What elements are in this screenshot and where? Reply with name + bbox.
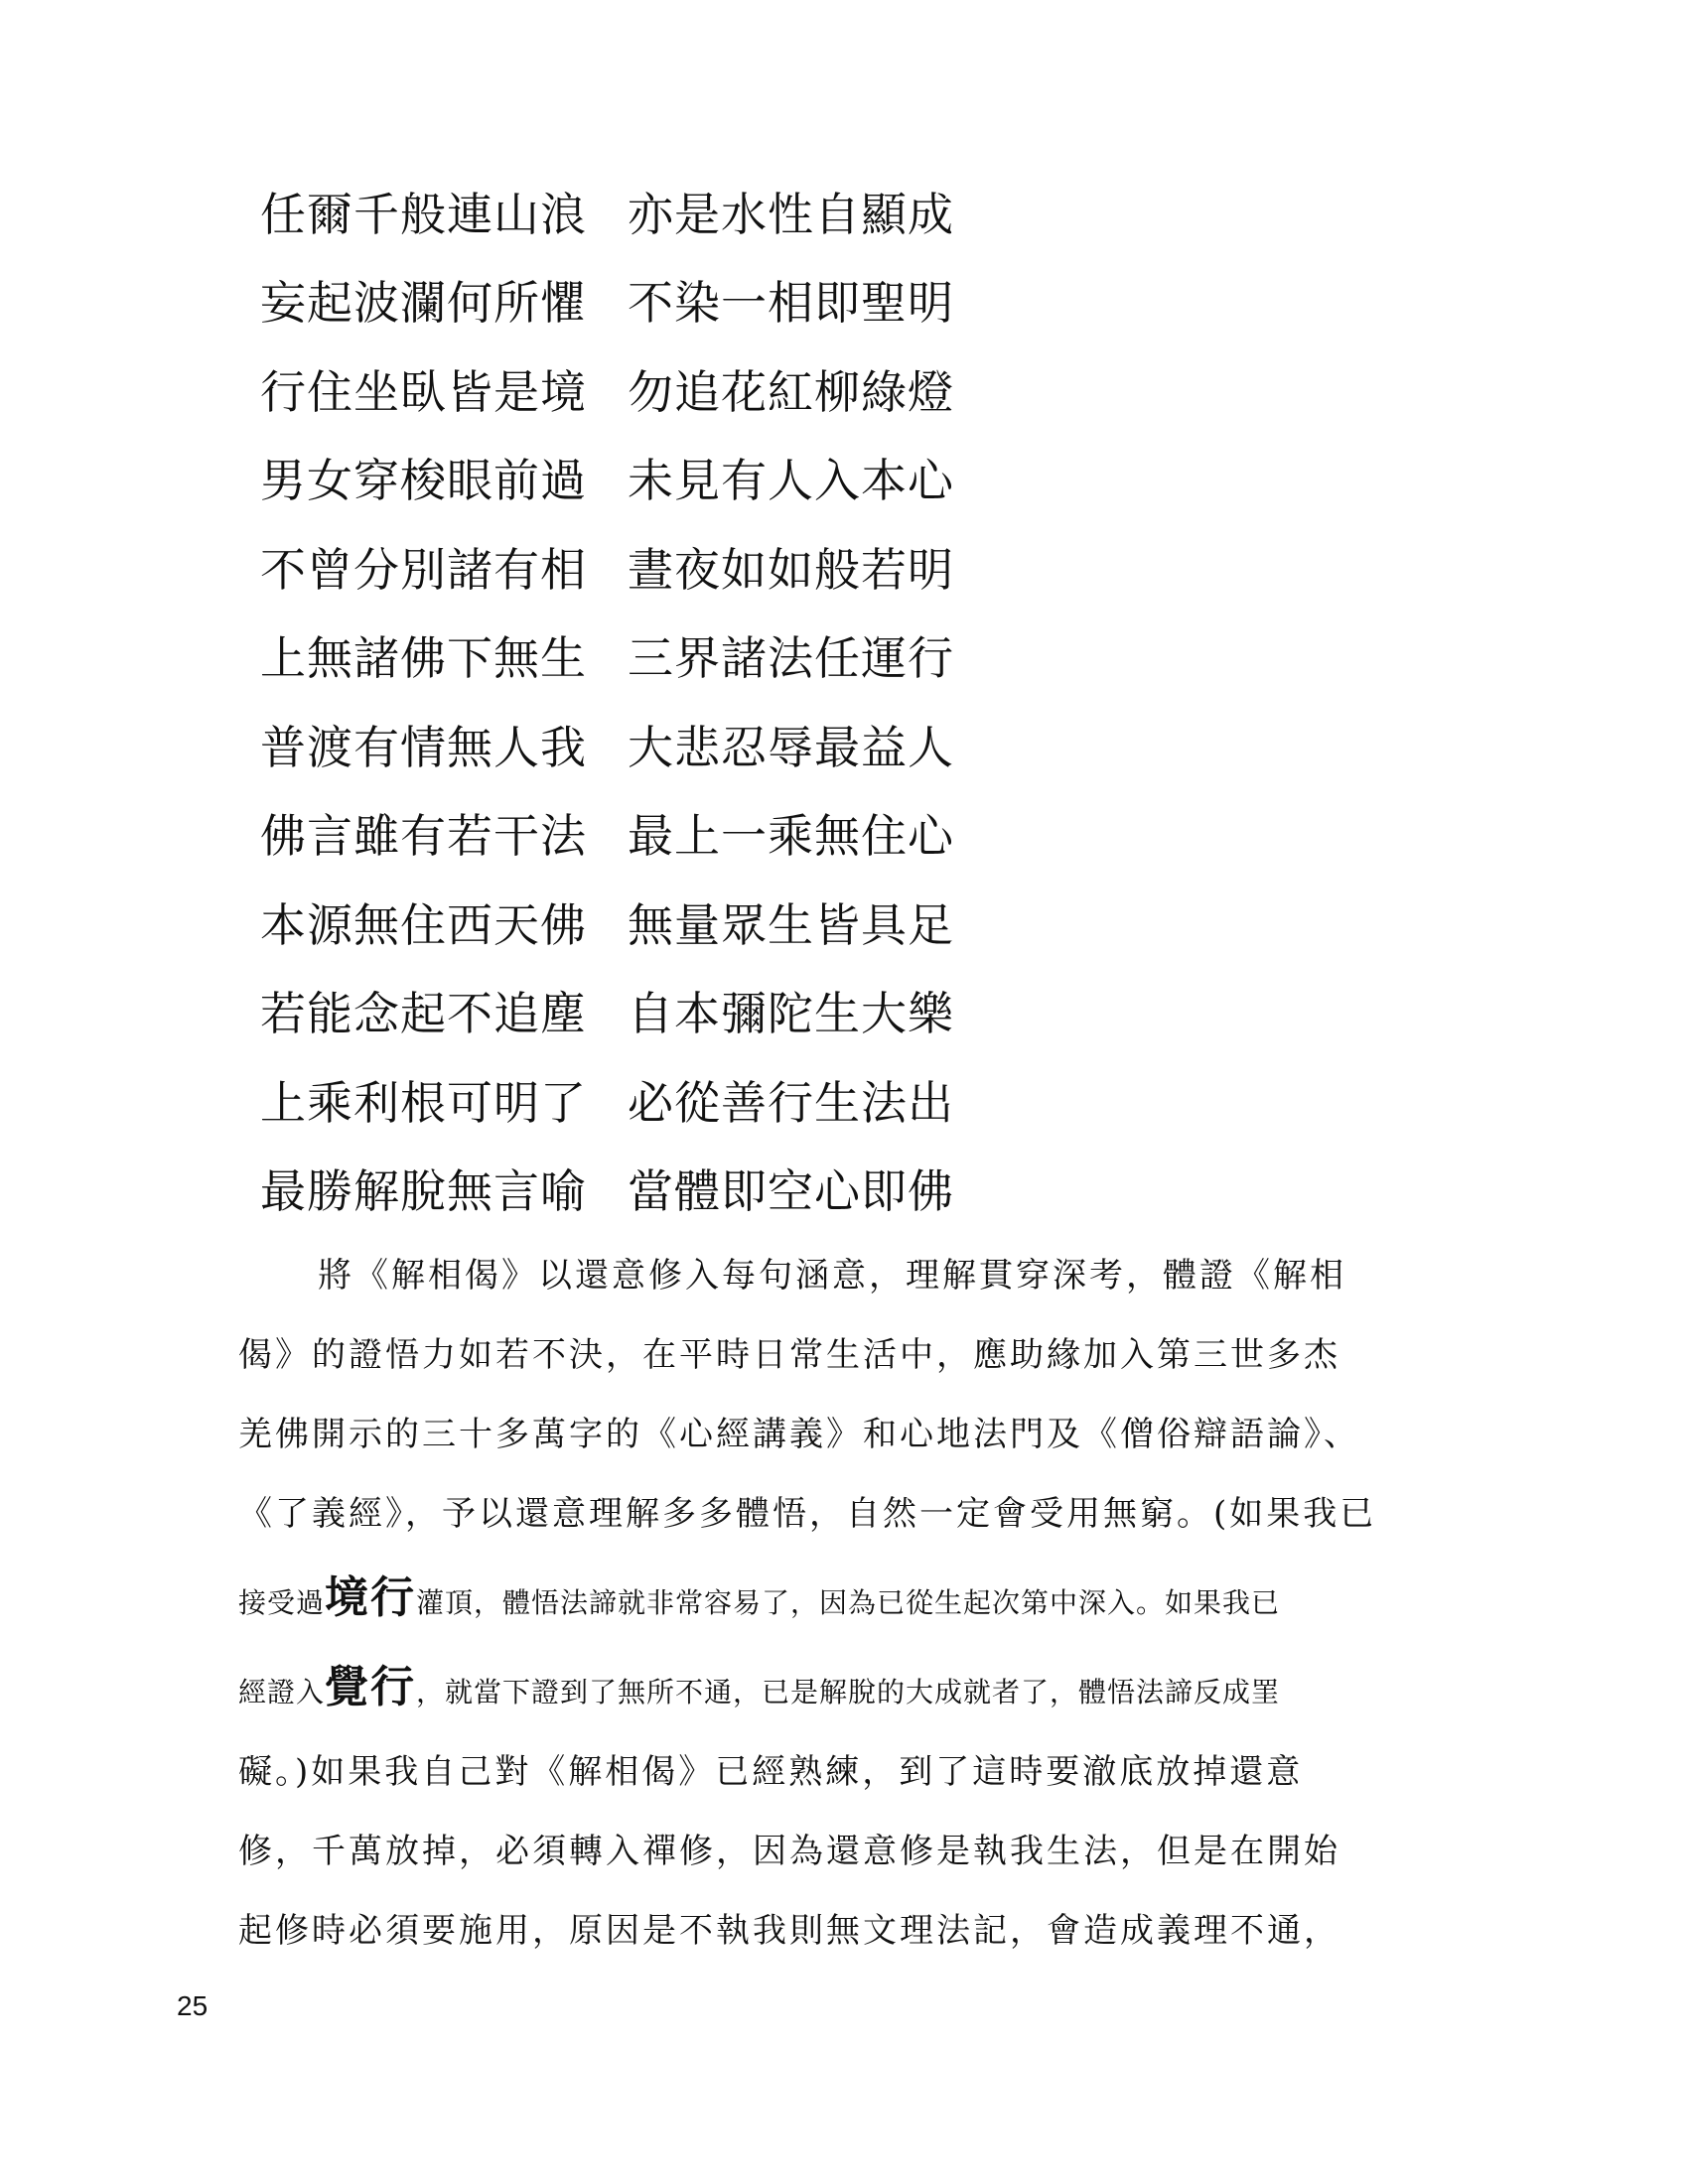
prose-line: 礙。)如果我自己對《解相偈》已經熟練，到了這時要澈底放掉還意 — [238, 1752, 1304, 1792]
prose-line — [238, 1554, 1499, 1643]
verse-line — [260, 256, 1015, 345]
prose-line: 起修時必須要施用，原因是不執我則無文理法記，會造成義理不通， — [238, 1911, 1340, 1951]
prose-text: 接受過 — [238, 1586, 326, 1619]
verse-left: 佛言雖有若干法 — [260, 809, 587, 864]
prose-line — [238, 1643, 1499, 1732]
verse-right: 亦是水性自顯成 — [628, 187, 954, 241]
verse-left: 普渡有情無人我 — [260, 720, 587, 774]
prose-line: 偈》的證悟力如若不決，在平時日常生活中，應助緣加入第三世多杰 — [238, 1335, 1340, 1375]
verse-right: 晝夜如如般若明 — [628, 542, 954, 597]
verse-left: 妄起波瀾何所懼 — [260, 276, 587, 331]
verse-right: 當體即空心即佛 — [628, 1164, 954, 1219]
verse-right: 勿追花紅柳綠燈 — [628, 364, 954, 419]
prose-text: ，就當下證到了無所不通，已是解脫的大成就者了，體悟法諦反成罣 — [416, 1676, 1281, 1708]
verse-right: 未見有人入本心 — [628, 454, 954, 508]
verse-line — [260, 878, 1015, 967]
verse-line — [260, 967, 1015, 1056]
prose-line: 修，千萬放掉，必須轉入禪修，因為還意修是執我生法，但是在開始 — [238, 1832, 1340, 1871]
prose-paragraph — [238, 1236, 1499, 1971]
verse-line — [260, 167, 1015, 256]
verse-right: 必從善行生法出 — [628, 1075, 954, 1130]
verse-line — [260, 700, 1015, 789]
verse-line — [260, 522, 1015, 612]
verse-left: 任爾千般連山浪 — [260, 187, 587, 241]
verse-right: 三界諸法任運行 — [628, 631, 954, 686]
prose-text: 經證入 — [238, 1676, 326, 1708]
verse-left: 最勝解脫無言喻 — [260, 1164, 587, 1219]
verse-block — [260, 167, 1015, 1233]
verse-line — [260, 344, 1015, 434]
prose-line: 將《解相偈》以還意修入每句涵意，理解貫穿深考，體證《解相 — [318, 1256, 1346, 1296]
verse-right: 最上一乘無住心 — [628, 809, 954, 864]
verse-line — [260, 789, 1015, 879]
verse-left: 本源無住西天佛 — [260, 897, 587, 952]
prose-line: 羌佛開示的三十多萬字的《心經講義》和心地法門及《僧俗辯語論》、 — [238, 1415, 1360, 1454]
page-number: 25 — [177, 1990, 209, 2021]
verse-left: 上無諸佛下無生 — [260, 631, 587, 686]
verse-right: 不染一相即聖明 — [628, 276, 954, 331]
verse-left: 不曾分別諸有相 — [260, 542, 587, 597]
prose-text: 灌頂，體悟法諦就非常容易了，因為已從生起次第中深入。如果我已 — [416, 1586, 1281, 1619]
verse-left: 若能念起不追塵 — [260, 987, 587, 1041]
emphasis-term: 覺行 — [325, 1662, 417, 1712]
verse-right: 大悲忍辱最益人 — [628, 720, 954, 774]
verse-line — [260, 1055, 1015, 1145]
prose-line: 《了義經》，予以還意理解多多體悟，自然一定會受用無窮。(如果我已 — [238, 1494, 1377, 1534]
verse-right: 自本彌陀生大樂 — [628, 987, 954, 1041]
verse-left: 上乘利根可明了 — [260, 1075, 587, 1130]
verse-line — [260, 1145, 1015, 1234]
verse-left: 行住坐臥皆是境 — [260, 364, 587, 419]
verse-line — [260, 434, 1015, 523]
verse-right: 無量眾生皆具足 — [628, 897, 954, 952]
emphasis-term: 境行 — [325, 1572, 417, 1623]
verse-line — [260, 612, 1015, 701]
verse-left: 男女穿梭眼前過 — [260, 454, 587, 508]
